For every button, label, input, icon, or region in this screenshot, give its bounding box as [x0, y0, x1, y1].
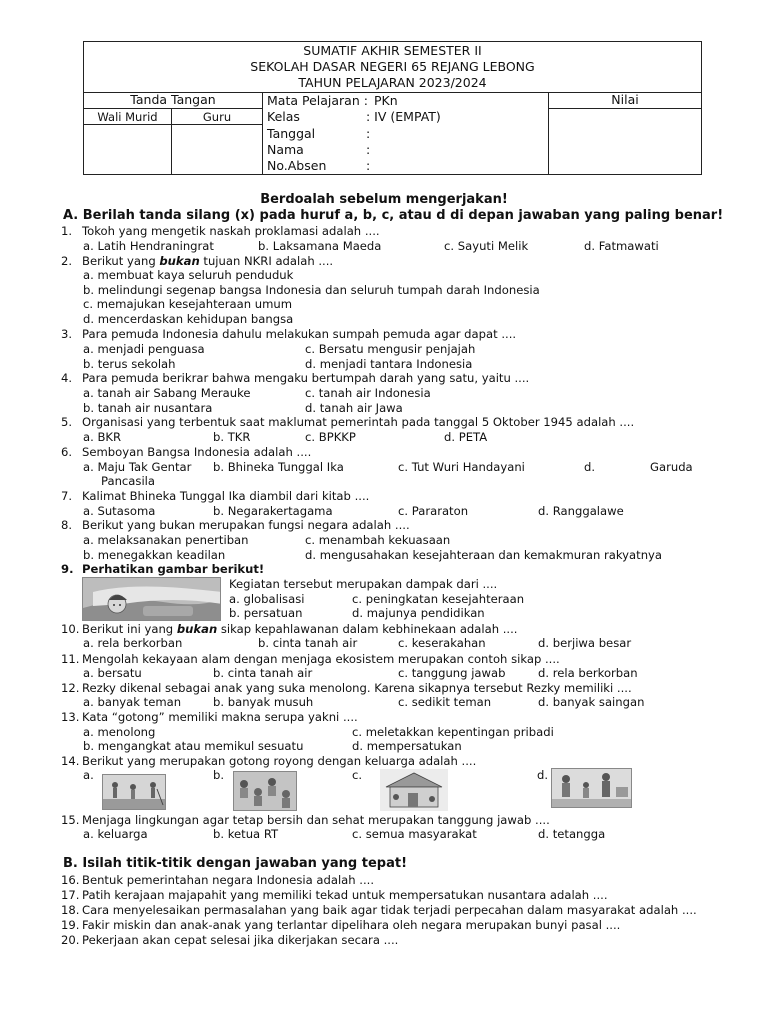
question-number: 3. — [61, 327, 73, 341]
q5-option-d[interactable]: d. PETA — [444, 430, 488, 444]
question-number: 10. — [61, 622, 80, 636]
name-label: Nama — [267, 142, 304, 157]
q3-option-b[interactable]: b. terus sekolah — [83, 357, 176, 371]
score-label: Nilai — [611, 92, 639, 107]
question-number: 13. — [61, 710, 80, 724]
q7-option-d[interactable]: d. Ranggalawe — [538, 504, 624, 518]
absen-label: No.Absen — [267, 158, 327, 173]
q7-option-c[interactable]: c. Pararaton — [398, 504, 469, 518]
q2-option-b[interactable]: b. melindungi segenap bangsa Indonesia dan seluruh tumpah darah Indonesia — [83, 283, 540, 297]
q14-option-a[interactable]: a. — [83, 768, 94, 782]
q3-option-c[interactable]: c. Bersatu mengusir penjajah — [305, 342, 476, 356]
q3-option-a[interactable]: a. menjadi penguasa — [83, 342, 205, 356]
q5-option-a[interactable]: a. BKR — [83, 430, 122, 444]
absen-value: : — [366, 158, 371, 173]
q12-option-c[interactable]: c. sedikit teman — [398, 695, 492, 709]
people-cleaning-illustration — [103, 775, 166, 810]
question-number: 8. — [61, 518, 73, 532]
q1-option-a[interactable]: a. Latih Hendraningrat — [83, 239, 214, 253]
q6-option-d-text: Garuda — [650, 460, 693, 474]
section-a-heading: A. Berilah tanda silang (x) pada huruf a, b, c, atau d di depan jawaban yang paling benar! — [63, 208, 724, 223]
question-12: Rezky dikenal sebagai anak yang suka menolong. Karena sikapnya tersebut Rezky memiliki .... — [82, 681, 632, 695]
q6-option-d-text-2: Pancasila — [101, 474, 155, 488]
teacher-label: Guru — [202, 110, 232, 124]
parent-label: Wali Murid — [97, 110, 158, 124]
question-9: Perhatikan gambar berikut! — [82, 562, 265, 576]
q12-option-b[interactable]: b. banyak musuh — [213, 695, 314, 709]
question-3: Para pemuda Indonesia dahulu melakukan sumpah pemuda agar dapat .... — [82, 327, 517, 341]
q2-option-d[interactable]: d. mencerdaskan kehidupan bangsa — [83, 312, 294, 326]
q11-option-b[interactable]: b. cinta tanah air — [213, 666, 313, 680]
q10-option-c[interactable]: c. keserakahan — [398, 636, 486, 650]
q9-option-a[interactable]: a. globalisasi — [229, 592, 305, 606]
signature-label: Tanda Tangan — [130, 92, 216, 107]
question-10: Berikut ini yang bukan sikap kepahlawanan dalam kebhinekaan adalah .... — [82, 622, 518, 636]
q6-option-c[interactable]: c. Tut Wuri Handayani — [398, 460, 525, 474]
q9-option-d[interactable]: d. majunya pendidikan — [352, 606, 485, 620]
essay-question-17: Patih kerajaan majapahit yang memiliki tekad untuk mempersatukan nusantara adalah .... — [82, 888, 608, 902]
question-11: Mengolah kekayaan alam dengan menjaga ekosistem merupakan contoh sikap .... — [82, 652, 560, 666]
q1-option-c[interactable]: c. Sayuti Melik — [444, 239, 529, 253]
question-number: 16. — [61, 873, 80, 887]
q4-option-c[interactable]: c. tanah air Indonesia — [305, 386, 431, 400]
question-number: 11. — [61, 652, 80, 666]
sick-child-illustration — [83, 578, 221, 621]
subject-label: Mata Pelajaran : — [267, 93, 368, 108]
q8-option-a[interactable]: a. melaksanakan penertiban — [83, 533, 249, 547]
q3-option-d[interactable]: d. menjadi tantara Indonesia — [305, 357, 473, 371]
class-value: : IV (EMPAT) — [366, 109, 441, 124]
q6-option-b[interactable]: b. Bhineka Tunggal Ika — [213, 460, 344, 474]
question-number: 19. — [61, 918, 80, 932]
q9-picture-child-sick — [82, 577, 221, 621]
q5-option-b[interactable]: b. TKR — [213, 430, 251, 444]
q6-option-a[interactable]: a. Maju Tak Gentar — [83, 460, 192, 474]
q1-option-d[interactable]: d. Fatmawati — [584, 239, 659, 253]
q6-option-d[interactable]: d. — [584, 460, 596, 474]
q5-option-c[interactable]: c. BPKKP — [305, 430, 356, 444]
q9-option-b[interactable]: b. persatuan — [229, 606, 303, 620]
question-2: Berikut yang bukan tujuan NKRI adalah .... — [82, 254, 334, 268]
question-4: Para pemuda berikrar bahwa mengaku bertumpah darah yang satu, yaitu .... — [82, 371, 530, 385]
q10-option-a[interactable]: a. rela berkorban — [83, 636, 183, 650]
section-b-heading: B. Isilah titik-titik dengan jawaban yang tepat! — [63, 856, 407, 871]
question-5: Organisasi yang terbentuk saat maklumat pemerintah pada tanggal 5 Oktober 1945 adalah .... — [82, 415, 635, 429]
q2-option-a[interactable]: a. membuat kaya seluruh penduduk — [83, 268, 294, 282]
question-13: Kata “gotong” memiliki makna serupa yakni .... — [82, 710, 358, 724]
question-number: 12. — [61, 681, 80, 695]
q4-option-a[interactable]: a. tanah air Sabang Merauke — [83, 386, 251, 400]
q13-option-b[interactable]: b. mengangkat atau memikul sesuatu — [83, 739, 304, 753]
prayer-note: Berdoalah sebelum mengerjakan! — [260, 192, 508, 207]
q15-option-a[interactable]: a. keluarga — [83, 827, 148, 841]
exam-header-table — [83, 41, 702, 175]
question-number: 17. — [61, 888, 80, 902]
community-work-illustration — [234, 772, 297, 811]
question-14: Berikut yang merupakan gotong royong dengan keluarga adalah .... — [82, 754, 477, 768]
house-repair-illustration — [380, 769, 448, 811]
q8-option-c[interactable]: c. menambah kekuasaan — [305, 533, 451, 547]
question-number: 7. — [61, 489, 73, 503]
q4-option-b[interactable]: b. tanah air nusantara — [83, 401, 213, 415]
subject-value: PKn — [374, 93, 398, 108]
q13-option-c[interactable]: c. meletakkan kepentingan pribadi — [352, 725, 554, 739]
q15-option-c[interactable]: c. semua masyarakat — [352, 827, 477, 841]
date-value: : — [366, 126, 371, 141]
q8-option-b[interactable]: b. menegakkan keadilan — [83, 548, 226, 562]
q14-option-c[interactable]: c. — [352, 768, 363, 782]
q9-option-c[interactable]: c. peningkatan kesejahteraan — [352, 592, 525, 606]
q11-option-d[interactable]: d. rela berkorban — [538, 666, 638, 680]
q1-option-b[interactable]: b. Laksamana Maeda — [258, 239, 382, 253]
question-number: 4. — [61, 371, 73, 385]
question-number: 6. — [61, 445, 73, 459]
question-number: 18. — [61, 903, 80, 917]
question-6: Semboyan Bangsa Indonesia adalah .... — [82, 445, 312, 459]
question-number: 5. — [61, 415, 73, 429]
q13-option-d[interactable]: d. mempersatukan — [352, 739, 462, 753]
question-7: Kalimat Bhineka Tunggal Ika diambil dari kitab .... — [82, 489, 370, 503]
q10-option-d[interactable]: d. berjiwa besar — [538, 636, 632, 650]
q14-picture-d — [551, 768, 632, 808]
q13-option-a[interactable]: a. menolong — [83, 725, 156, 739]
class-label: Kelas — [267, 109, 300, 124]
q15-option-d[interactable]: d. tetangga — [538, 827, 606, 841]
q10-option-b[interactable]: b. cinta tanah air — [258, 636, 358, 650]
q14-option-d[interactable]: d. — [537, 768, 549, 782]
question-number: 9. — [61, 562, 74, 576]
q14-picture-a — [102, 774, 166, 810]
q12-option-a[interactable]: a. banyak teman — [83, 695, 182, 709]
essay-question-18: Cara menyelesaikan permasalahan yang baik agar tidak terjadi perpecahan dalam masyarakat adalah .... — [82, 903, 697, 917]
question-number: 2. — [61, 254, 73, 268]
q15-option-b[interactable]: b. ketua RT — [213, 827, 279, 841]
essay-question-20: Pekerjaan akan cepat selesai jika dikerjakan secara .... — [82, 933, 399, 947]
exam-title: SUMATIF AKHIR SEMESTER II — [303, 43, 482, 58]
question-1: Tokoh yang mengetik naskah proklamasi adalah .... — [82, 224, 380, 238]
q12-option-d[interactable]: d. banyak saingan — [538, 695, 645, 709]
q14-picture-b — [233, 771, 297, 811]
school-name: SEKOLAH DASAR NEGERI 65 REJANG LEBONG — [250, 59, 535, 74]
academic-year: TAHUN PELAJARAN 2023/2024 — [298, 75, 487, 90]
question-number: 15. — [61, 813, 80, 827]
date-label: Tanggal — [267, 126, 316, 141]
name-value: : — [366, 142, 371, 157]
q7-option-b[interactable]: b. Negarakertagama — [213, 504, 333, 518]
question-number: 14. — [61, 754, 80, 768]
question-8: Berikut yang bukan merupakan fungsi negara adalah .... — [82, 518, 410, 532]
q11-option-a[interactable]: a. bersatu — [83, 666, 142, 680]
q2-option-c[interactable]: c. memajukan kesejahteraan umum — [83, 297, 293, 311]
q4-option-d[interactable]: d. tanah air Jawa — [305, 401, 403, 415]
q7-option-a[interactable]: a. Sutasoma — [83, 504, 156, 518]
question-number: 20. — [61, 933, 80, 947]
family-cleaning-illustration — [552, 769, 632, 808]
question-9-stem: Kegiatan tersebut merupakan dampak dari .... — [229, 577, 498, 591]
question-15: Menjaga lingkungan agar tetap bersih dan sehat merupakan tanggung jawab .... — [82, 813, 550, 827]
q14-picture-c — [380, 769, 448, 811]
essay-question-19: Fakir miskin dan anak-anak yang terlantar dipelihara oleh negara merupakan bunyi pasal .... — [82, 918, 621, 932]
q11-option-c[interactable]: c. tanggung jawab — [398, 666, 506, 680]
essay-question-16: Bentuk pemerintahan negara Indonesia adalah .... — [82, 873, 375, 887]
q14-option-b[interactable]: b. — [213, 768, 225, 782]
q8-option-d[interactable]: d. mengusahakan kesejahteraan dan kemakmuran rakyatnya — [305, 548, 663, 562]
question-number: 1. — [61, 224, 73, 238]
